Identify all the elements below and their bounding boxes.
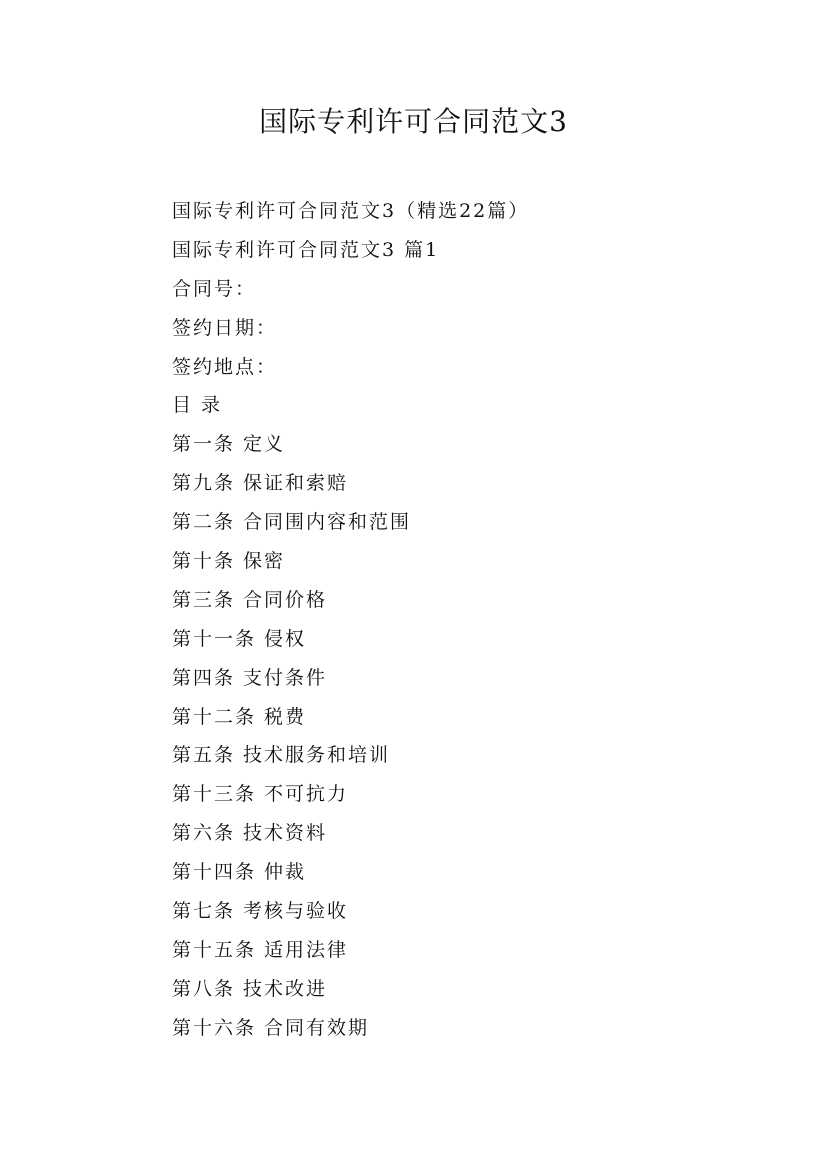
toc-item: 第十二条 税费 — [172, 705, 307, 728]
toc-item: 第七条 考核与验收 — [172, 900, 349, 923]
toc-item: 第五条 技术服务和培训 — [172, 744, 391, 767]
body-line-1: 国际专利许可合同范文3（精选22篇） — [172, 200, 530, 222]
table-of-contents-heading: 目 录 — [172, 394, 223, 417]
toc-item: 第八条 技术改进 — [172, 977, 328, 1000]
toc-item: 第四条 支付条件 — [172, 666, 328, 689]
contract-number-label: 合同号： — [172, 277, 257, 300]
toc-item: 第十三条 不可抗力 — [172, 783, 349, 806]
toc-item: 第十条 保密 — [172, 550, 286, 573]
document-body — [172, 192, 772, 1048]
signing-date-label: 签约日期： — [172, 316, 278, 339]
toc-item: 第十四条 仲裁 — [172, 861, 307, 884]
document-title: 国际专利许可合同范文3 — [259, 105, 568, 138]
signing-place-label: 签约地点： — [172, 355, 278, 378]
toc-item: 第一条 定义 — [172, 433, 286, 456]
body-line-2: 国际专利许可合同范文3 篇1 — [172, 238, 440, 261]
toc-item: 第三条 合同价格 — [172, 588, 328, 611]
toc-item: 第二条 合同围内容和范围 — [172, 511, 412, 534]
toc-item: 第十六条 合同有效期 — [172, 1016, 370, 1039]
toc-item: 第十一条 侵权 — [172, 627, 307, 650]
toc-item: 第十五条 适用法律 — [172, 938, 349, 961]
toc-item: 第六条 技术资料 — [172, 822, 328, 845]
toc-item: 第九条 保证和索赔 — [172, 472, 349, 495]
